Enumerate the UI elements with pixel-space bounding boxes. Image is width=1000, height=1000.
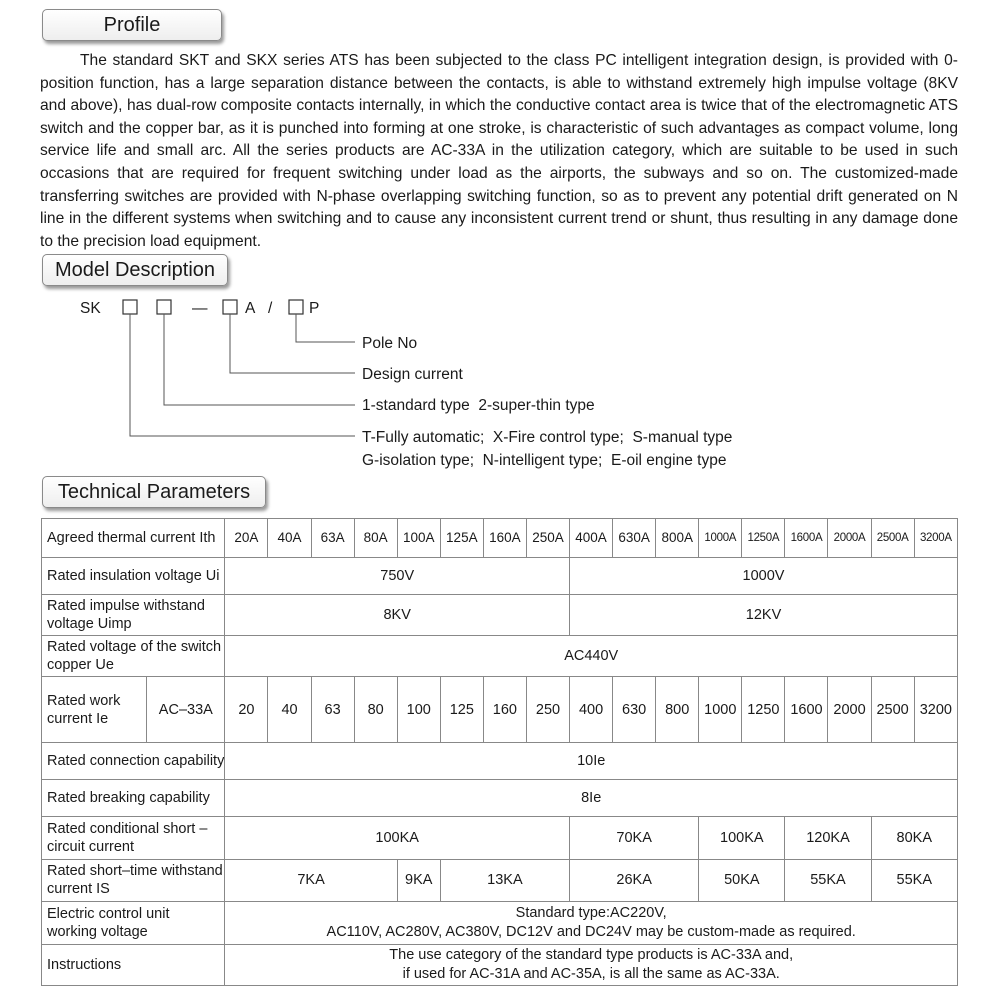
work-current-value: 100 — [397, 677, 440, 743]
current-cell: 1250A — [742, 519, 785, 558]
instructions-value — [225, 944, 958, 985]
short-time-value: 26KA — [570, 860, 699, 901]
profile-heading — [42, 9, 222, 41]
conditional-value: 100KA — [225, 817, 570, 860]
model-prefix: SK — [80, 300, 101, 317]
function-caption-line1: T-Fully automatic; X-Fire control type; S-manual type — [362, 429, 733, 446]
work-current-value: 630 — [613, 677, 656, 743]
work-current-value: 1250 — [742, 677, 785, 743]
current-cell: 630A — [613, 519, 656, 558]
model-slash: / — [268, 300, 273, 317]
profile-heading-label: Profile — [103, 13, 161, 36]
impulse-value: 8KV — [225, 595, 570, 636]
thermal-current-label: Agreed thermal current Ith — [42, 519, 225, 558]
conditional-short-circuit-label: Rated conditional short –circuit current — [42, 817, 225, 860]
work-current-value: 125 — [440, 677, 483, 743]
current-cell: 1600A — [785, 519, 828, 558]
insulation-voltage-row — [42, 558, 958, 595]
short-time-value: 7KA — [225, 860, 397, 901]
profile-paragraph: The standard SKT and SKX series ATS has been subjected to the class PC intelligent integration design, is provided with 0-position function, has a large separation distance between the contacts, is able to withstand extremely high impulse voltage (8KV and above), has dual-row composite contacts internally, in which the conductive contact area is twice that of the electromagnetic ATS switch and the copper bar, as it is punched into forming at one stroke, is characteristic of such advantages as compact volume, long service life and small arc. All the series products are AC-33A in the utilization category, which are suitable to be used in such occasions that are required for frequent switching under load as the airports, the subways and so on. The customized-made transferring switches are provided with N-phase overlapping switching function, so as to prevent any potential drift generated on N line in the different systems when switching and to cause any inconsistent current trend or shunt, thus resulting in any damage done to the precision load equipment. — [40, 52, 958, 250]
current-cell: 100A — [397, 519, 440, 558]
short-time-value: 55KA — [871, 860, 957, 901]
work-current-value: 63 — [311, 677, 354, 743]
model-p: P — [309, 300, 320, 317]
current-cell: 20A — [225, 519, 268, 558]
breaking-capability-value: 8Ie — [225, 780, 958, 817]
breaking-capability-row — [42, 780, 958, 817]
instructions-line1: The use category of the standard type products is AC-33A and, — [389, 946, 794, 963]
type-caption: 1-standard type 2-super-thin type — [362, 397, 595, 414]
model-description-heading — [42, 254, 228, 286]
control-voltage-line2: AC110V, AC280V, AC380V, DC12V and DC24V may be custom-made as required. — [326, 923, 856, 940]
instructions-row — [42, 944, 958, 985]
control-voltage-value — [225, 901, 958, 944]
current-cell: 1000A — [699, 519, 742, 558]
breaking-capability-label: Rated breaking capability — [42, 780, 225, 817]
technical-parameters-heading — [42, 476, 266, 508]
work-current-value: 250 — [526, 677, 569, 743]
model-code-diagram — [0, 290, 1000, 475]
insulation-value: 750V — [225, 558, 570, 595]
model-description-heading-label: Model Description — [54, 258, 216, 281]
current-cell: 250A — [526, 519, 569, 558]
design-current-caption: Design current — [362, 366, 463, 383]
current-box — [223, 300, 237, 314]
control-voltage-row — [42, 901, 958, 944]
current-cell: 63A — [311, 519, 354, 558]
type-leader-line — [164, 314, 355, 405]
instructions-label: Instructions — [42, 944, 225, 985]
work-current-value: 80 — [354, 677, 397, 743]
model-dash: — — [192, 300, 208, 317]
work-current-value: 1600 — [785, 677, 828, 743]
instructions-line2: if used for AC-31A and AC-35A, is all the same as AC-33A. — [402, 965, 780, 982]
structure-type-box — [157, 300, 171, 314]
work-current-row — [42, 677, 958, 743]
control-voltage-line1: Standard type:AC220V, — [515, 904, 667, 921]
work-current-value: 400 — [570, 677, 613, 743]
work-current-value: 1000 — [699, 677, 742, 743]
current-cell: 2500A — [871, 519, 914, 558]
work-current-value: 160 — [483, 677, 526, 743]
pole-box — [289, 300, 303, 314]
short-time-withstand-label: Rated short–time withstand current IS — [42, 860, 225, 901]
model-a: A — [245, 300, 256, 317]
work-current-value: 40 — [268, 677, 311, 743]
short-time-value: 13KA — [440, 860, 569, 901]
conditional-value: 100KA — [699, 817, 785, 860]
connection-capability-row — [42, 743, 958, 780]
technical-parameters-heading-label: Technical Parameters — [57, 480, 251, 503]
current-cell: 2000A — [828, 519, 871, 558]
insulation-voltage-label: Rated insulation voltage Ui — [42, 558, 225, 595]
work-current-value: 2000 — [828, 677, 871, 743]
work-current-category: AC–33A — [147, 677, 225, 743]
short-time-value: 55KA — [785, 860, 871, 901]
current-cell: 40A — [268, 519, 311, 558]
control-voltage-label: Electric control unit working voltage — [42, 901, 225, 944]
current-cell: 3200A — [914, 519, 957, 558]
work-current-value: 800 — [656, 677, 699, 743]
technical-parameters-table — [41, 518, 958, 986]
connection-capability-label: Rated connection capability — [42, 743, 225, 780]
impulse-value: 12KV — [570, 595, 958, 636]
current-cell: 400A — [570, 519, 613, 558]
current-cell: 800A — [656, 519, 699, 558]
thermal-current-row — [42, 519, 958, 558]
work-current-value: 20 — [225, 677, 268, 743]
conditional-value: 70KA — [570, 817, 699, 860]
current-leader-line — [230, 314, 355, 373]
conditional-value: 80KA — [871, 817, 957, 860]
connection-capability-value: 10Ie — [225, 743, 958, 780]
short-time-value: 50KA — [699, 860, 785, 901]
work-current-value: 2500 — [871, 677, 914, 743]
impulse-voltage-row — [42, 595, 958, 636]
copper-voltage-row — [42, 636, 958, 677]
work-current-value: 3200 — [914, 677, 957, 743]
pole-leader-line — [296, 314, 355, 342]
function-caption-line2: G-isolation type; N-intelligent type; E-oil engine type — [362, 452, 727, 469]
conditional-short-circuit-row — [42, 817, 958, 860]
short-time-withstand-row — [42, 860, 958, 901]
conditional-value: 120KA — [785, 817, 871, 860]
impulse-voltage-label: Rated impulse withstand voltage Uimp — [42, 595, 225, 636]
short-time-value: 9KA — [397, 860, 440, 901]
copper-voltage-value: AC440V — [225, 636, 958, 677]
current-cell: 160A — [483, 519, 526, 558]
current-cell: 125A — [440, 519, 483, 558]
insulation-value: 1000V — [570, 558, 958, 595]
current-cell: 80A — [354, 519, 397, 558]
copper-voltage-label: Rated voltage of the switch copper Ue — [42, 636, 225, 677]
work-current-label: Rated work current Ie — [42, 677, 147, 743]
pole-caption: Pole No — [362, 335, 418, 352]
function-type-box — [123, 300, 137, 314]
